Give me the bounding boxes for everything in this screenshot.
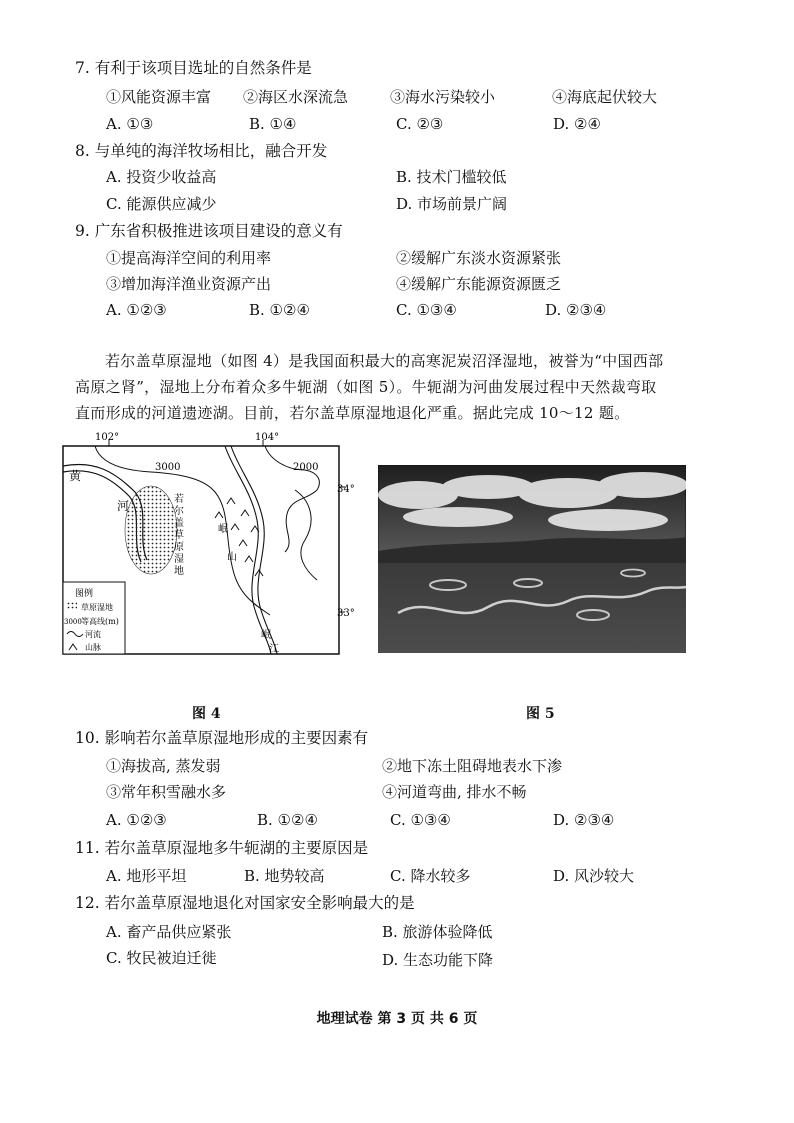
q9-item-4: ④缓解广东能源资源匮乏 — [396, 275, 562, 293]
q7-item-1: ①风能资源丰富 — [106, 88, 212, 106]
q10-option-a[interactable]: A. ①②③ — [106, 811, 167, 829]
passage-line-1: 若尔盖草原湿地（如图 4）是我国面积最大的高寒泥炭沼泽湿地，被誉为“中国西部 — [105, 352, 664, 370]
q11-option-b[interactable]: B. 地势较高 — [244, 867, 325, 885]
q11-stem: 11. 若尔盖草原湿地多牛轭湖的主要原因是 — [75, 839, 369, 857]
passage-line-2: 高原之肾”，湿地上分布着众多牛轭湖（如图 5）。牛轭湖为河曲发展过程中天然裁弯取 — [75, 378, 657, 396]
q7-item-2: ②海区水深流急 — [243, 88, 349, 106]
q9-option-d[interactable]: D. ②③④ — [545, 301, 607, 319]
contour-label-2000: 2000 — [293, 462, 319, 473]
figure-5-caption: 图 5 — [526, 706, 555, 722]
legend-wetland-swatch — [67, 602, 77, 609]
q10-item-3: ③常年积雪融水多 — [106, 783, 227, 801]
map-figure — [55, 430, 365, 675]
legend-wetland: 草原湿地 — [81, 603, 113, 612]
q11-option-d[interactable]: D. 风沙较大 — [553, 867, 635, 885]
q7-item-3: ③海水污染较小 — [390, 88, 496, 106]
wetland-label-char: 盖 — [174, 518, 184, 529]
river-min-char: 岷 — [261, 630, 271, 641]
page-footer: 地理试卷 第 3 页 共 6 页 — [316, 1011, 478, 1027]
passage-line-3: 直而形成的河道遗迹湖。目前，若尔盖草原湿地退化严重。据此完成 10～12 题。 — [75, 404, 630, 422]
river-min-char: 江 — [269, 644, 279, 655]
wetland-label-char: 若 — [174, 494, 184, 505]
legend-river: 河流 — [85, 630, 101, 639]
q9-option-c[interactable]: C. ①③④ — [396, 301, 457, 319]
q8-option-d[interactable]: D. 市场前景广阔 — [396, 195, 508, 213]
q12-stem: 12. 若尔盖草原湿地退化对国家安全影响最大的是 — [75, 894, 415, 912]
wetland-label-char: 尔 — [174, 506, 184, 517]
river-he-label: 河 — [117, 499, 130, 513]
q7-option-a[interactable]: A. ①③ — [106, 115, 154, 133]
contour-label-3000: 3000 — [155, 462, 181, 473]
q10-item-2: ②地下冻土阻碍地表水下渗 — [382, 757, 563, 775]
q10-option-c[interactable]: C. ①③④ — [390, 811, 451, 829]
q10-item-1: ①海拔高, 蒸发弱 — [106, 757, 221, 775]
q9-stem: 9. 广东省积极推进该项目建设的意义有 — [75, 222, 343, 240]
q11-option-a[interactable]: A. 地形平坦 — [106, 867, 187, 885]
river-huang-label: 黄 — [69, 469, 82, 483]
wetland-label-char: 湿 — [174, 554, 184, 565]
wetland-label-char: 原 — [174, 542, 184, 553]
q7-stem: 7. 有利于该项目选址的自然条件是 — [75, 59, 312, 77]
mountain-label-char: 山 — [227, 552, 237, 563]
mountain-label-char: 岷 — [218, 524, 228, 535]
q11-option-c[interactable]: C. 降水较多 — [390, 867, 471, 885]
q9-item-3: ③增加海洋渔业资源产出 — [106, 275, 272, 293]
wetland-label-char: 地 — [174, 566, 184, 577]
wetland-label-char: 草 — [174, 530, 184, 541]
q9-option-a[interactable]: A. ①②③ — [106, 301, 167, 319]
map-lon-left: 102° — [95, 432, 120, 443]
wetland-area — [125, 486, 177, 574]
q7-item-4: ④海底起伏较大 — [552, 88, 658, 106]
legend-contour-value: 3000 — [64, 618, 82, 626]
legend-contour: 等高线(m) — [81, 617, 119, 626]
q8-option-c[interactable]: C. 能源供应减少 — [106, 195, 217, 213]
map-lat-top: 34° — [337, 484, 355, 495]
q12-option-d[interactable]: D. 生态功能下降 — [382, 951, 494, 969]
map-lat-bottom: 33° — [337, 608, 355, 619]
q12-option-b[interactable]: B. 旅游体验降低 — [382, 923, 493, 941]
q10-option-d[interactable]: D. ②③④ — [553, 811, 615, 829]
q8-stem: 8. 与单纯的海洋牧场相比，融合开发 — [75, 142, 328, 160]
map-lon-right: 104° — [255, 432, 280, 443]
q10-stem: 10. 影响若尔盖草原湿地形成的主要因素有 — [75, 729, 369, 747]
q10-item-4: ④河道弯曲, 排水不畅 — [382, 783, 527, 801]
q9-item-1: ①提高海洋空间的利用率 — [106, 249, 272, 267]
q7-option-c[interactable]: C. ②③ — [396, 115, 444, 133]
q8-option-a[interactable]: A. 投资少收益高 — [106, 168, 217, 186]
q9-option-b[interactable]: B. ①②④ — [249, 301, 310, 319]
figure-4-caption: 图 4 — [192, 706, 221, 722]
q7-option-b[interactable]: B. ①④ — [249, 115, 297, 133]
q12-option-c[interactable]: C. 牧民被迫迁徙 — [106, 949, 217, 967]
q12-option-a[interactable]: A. 畜产品供应紧张 — [106, 923, 232, 941]
oxbow-lake-photo — [378, 465, 686, 653]
q9-item-2: ②缓解广东淡水资源紧张 — [396, 249, 562, 267]
legend-mountain: 山脉 — [85, 643, 101, 652]
q7-option-d[interactable]: D. ②④ — [553, 115, 601, 133]
q8-option-b[interactable]: B. 技术门槛较低 — [396, 168, 507, 186]
q10-option-b[interactable]: B. ①②④ — [257, 811, 318, 829]
legend-title: 图例 — [75, 589, 94, 599]
